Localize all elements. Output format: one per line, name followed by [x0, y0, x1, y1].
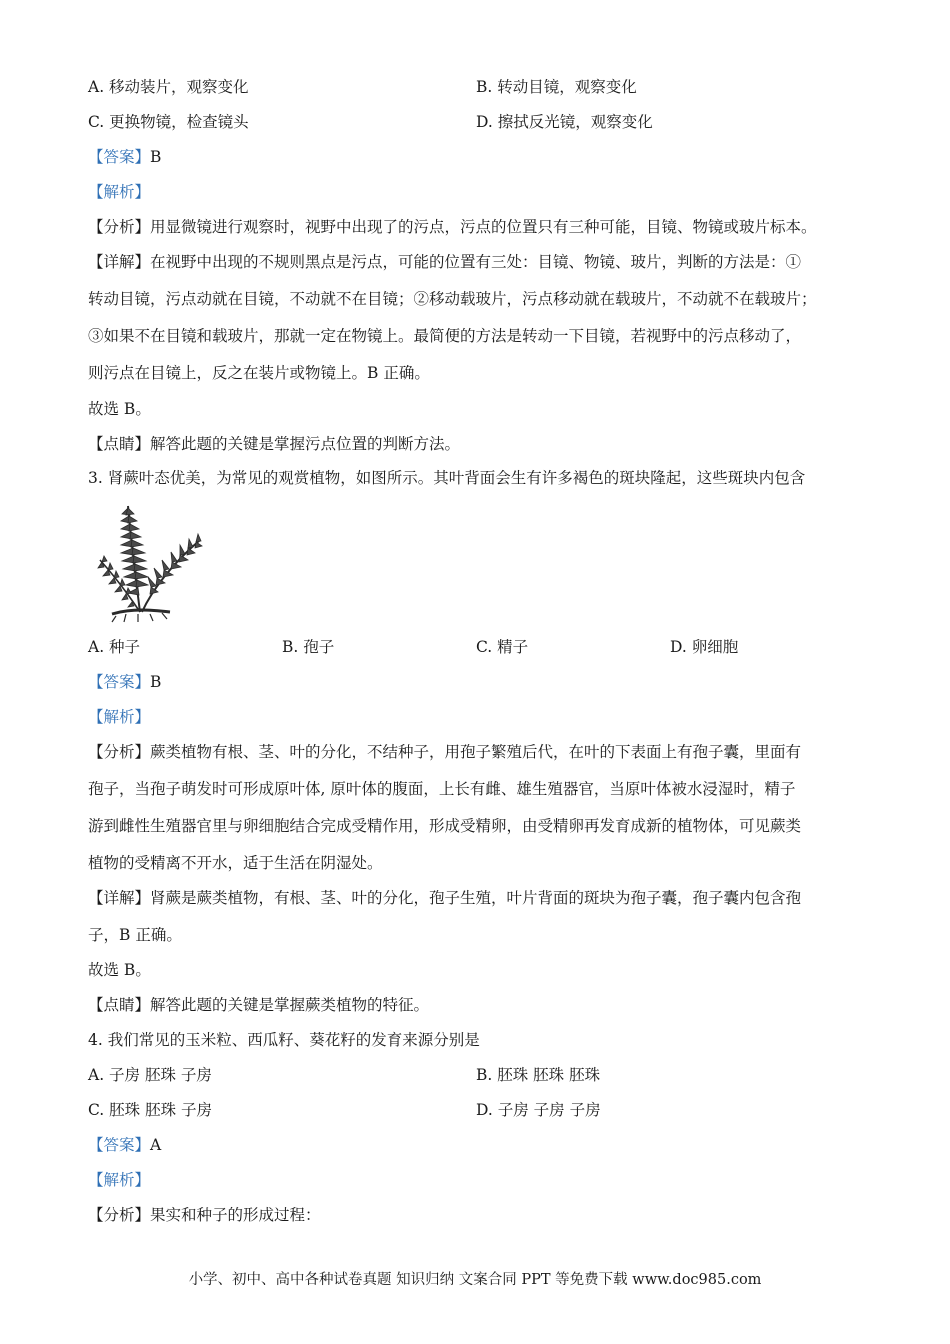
- xiangjie-tag: 【详解】: [88, 253, 151, 271]
- fenxi-tag: 【分析】: [88, 218, 151, 236]
- q2-xiangjie-line-3: ③如果不在目镜和载玻片，那就一定在物镜上。最简便的方法是转动一下目镜，若视野中的污点移动了，: [88, 327, 802, 345]
- q2-option-d: D. 擦拭反光镜，观察变化: [476, 113, 653, 131]
- q4-fenxi: [88, 1204, 321, 1226]
- fenxi-text: 蕨类植物有根、茎、叶的分化，不结种子，用孢子繁殖后代，在叶的下表面上有孢子囊，里面有: [150, 743, 802, 761]
- q2-guxuan: 故选 B。: [88, 400, 151, 418]
- q4-option-d: D. 子房 子房 子房: [476, 1101, 601, 1119]
- fenxi-text: 用显微镜进行观察时，视野中出现了的污点，污点的位置只有三种可能，目镜、物镜或玻片标本。: [150, 218, 817, 236]
- q3-jiexi-heading: 【解析】: [88, 708, 151, 726]
- fenxi-tag: 【分析】: [88, 743, 151, 761]
- fenxi-tag: 【分析】: [88, 1206, 151, 1224]
- q2-jiexi-heading: 【解析】: [88, 183, 151, 201]
- dianjing-text: 解答此题的关键是掌握污点位置的判断方法。: [150, 435, 461, 453]
- q4-stem: 4. 我们常见的玉米粒、西瓜籽、葵花籽的发育来源分别是: [88, 1031, 480, 1049]
- fern-illustration: [92, 500, 212, 628]
- q3-guxuan: 故选 B。: [88, 961, 151, 979]
- q2-option-c: C. 更换物镜，检查镜头: [88, 113, 249, 131]
- q4-option-a: A. 子房 胚珠 子房: [88, 1066, 212, 1084]
- answer-value: A: [150, 1136, 162, 1154]
- q2-dianjing: [88, 433, 460, 455]
- xiangjie-text: 在视野中出现的不规则黑点是污点，可能的位置有三处：目镜、物镜、玻片，判断的方法是：①: [150, 253, 802, 271]
- answer-tag: 【答案】: [88, 1136, 151, 1154]
- q3-fenxi-line-4: 植物的受精离不开水，适于生活在阴湿处。: [88, 854, 383, 872]
- dianjing-text: 解答此题的关键是掌握蕨类植物的特征。: [150, 996, 430, 1014]
- q4-jiexi-heading: 【解析】: [88, 1171, 151, 1189]
- q2-fenxi: [88, 216, 817, 238]
- q4-answer: [88, 1134, 161, 1156]
- q3-xiangjie-line-2: 子，B 正确。: [88, 926, 182, 944]
- page-footer: 小学、初中、高中各种试卷真题 知识归纳 文案合同 PPT 等免费下载 www.doc985.com: [188, 1272, 762, 1288]
- q2-answer: [88, 146, 161, 168]
- q3-dianjing: [88, 994, 429, 1016]
- q3-stem: 3. 肾蕨叶态优美，为常见的观赏植物，如图所示。其叶背面会生有许多褐色的斑块隆起，这些斑块内包含: [88, 469, 806, 487]
- q3-option-b: B. 孢子: [282, 638, 335, 656]
- answer-value: B: [150, 673, 162, 691]
- q3-fenxi-line-2: 孢子，当孢子萌发时可形成原叶体, 原叶体的腹面，上长有雌、雄生殖器官，当原叶体被水浸湿时，精子: [88, 780, 796, 798]
- q4-option-b: B. 胚珠 胚珠 胚珠: [476, 1066, 601, 1084]
- dianjing-tag: 【点睛】: [88, 435, 151, 453]
- answer-tag: 【答案】: [88, 673, 151, 691]
- q3-fenxi-line-1: [88, 741, 801, 763]
- dianjing-tag: 【点睛】: [88, 996, 151, 1014]
- q3-option-a: A. 种子: [88, 638, 141, 656]
- answer-value: B: [150, 148, 162, 166]
- q3-option-d: D. 卵细胞: [670, 638, 739, 656]
- answer-tag: 【答案】: [88, 148, 151, 166]
- q3-answer: [88, 671, 161, 693]
- fenxi-text: 果实和种子的形成过程：: [150, 1206, 321, 1224]
- q3-xiangjie-line-1: [88, 887, 801, 909]
- q4-option-c: C. 胚珠 胚珠 子房: [88, 1101, 213, 1119]
- q2-xiangjie-line-2: 转动目镜，污点动就在目镜，不动就不在目镜；②移动载玻片，污点移动就在载玻片，不动就不在载玻片；: [88, 290, 817, 308]
- q3-option-c: C. 精子: [476, 638, 529, 656]
- xiangjie-tag: 【详解】: [88, 889, 151, 907]
- xiangjie-text: 肾蕨是蕨类植物，有根、茎、叶的分化，孢子生殖，叶片背面的斑块为孢子囊，孢子囊内包含孢: [150, 889, 802, 907]
- q2-option-a: A. 移动装片，观察变化: [88, 78, 249, 96]
- q2-xiangjie-line-1: [88, 251, 801, 273]
- q2-option-b: B. 转动目镜，观察变化: [476, 78, 637, 96]
- q3-fenxi-line-3: 游到雌性生殖器官里与卵细胞结合完成受精作用，形成受精卵，由受精卵再发育成新的植物体，可见蕨类: [88, 817, 802, 835]
- q2-xiangjie-line-4: 则污点在目镜上，反之在装片或物镜上。B 正确。: [88, 364, 430, 382]
